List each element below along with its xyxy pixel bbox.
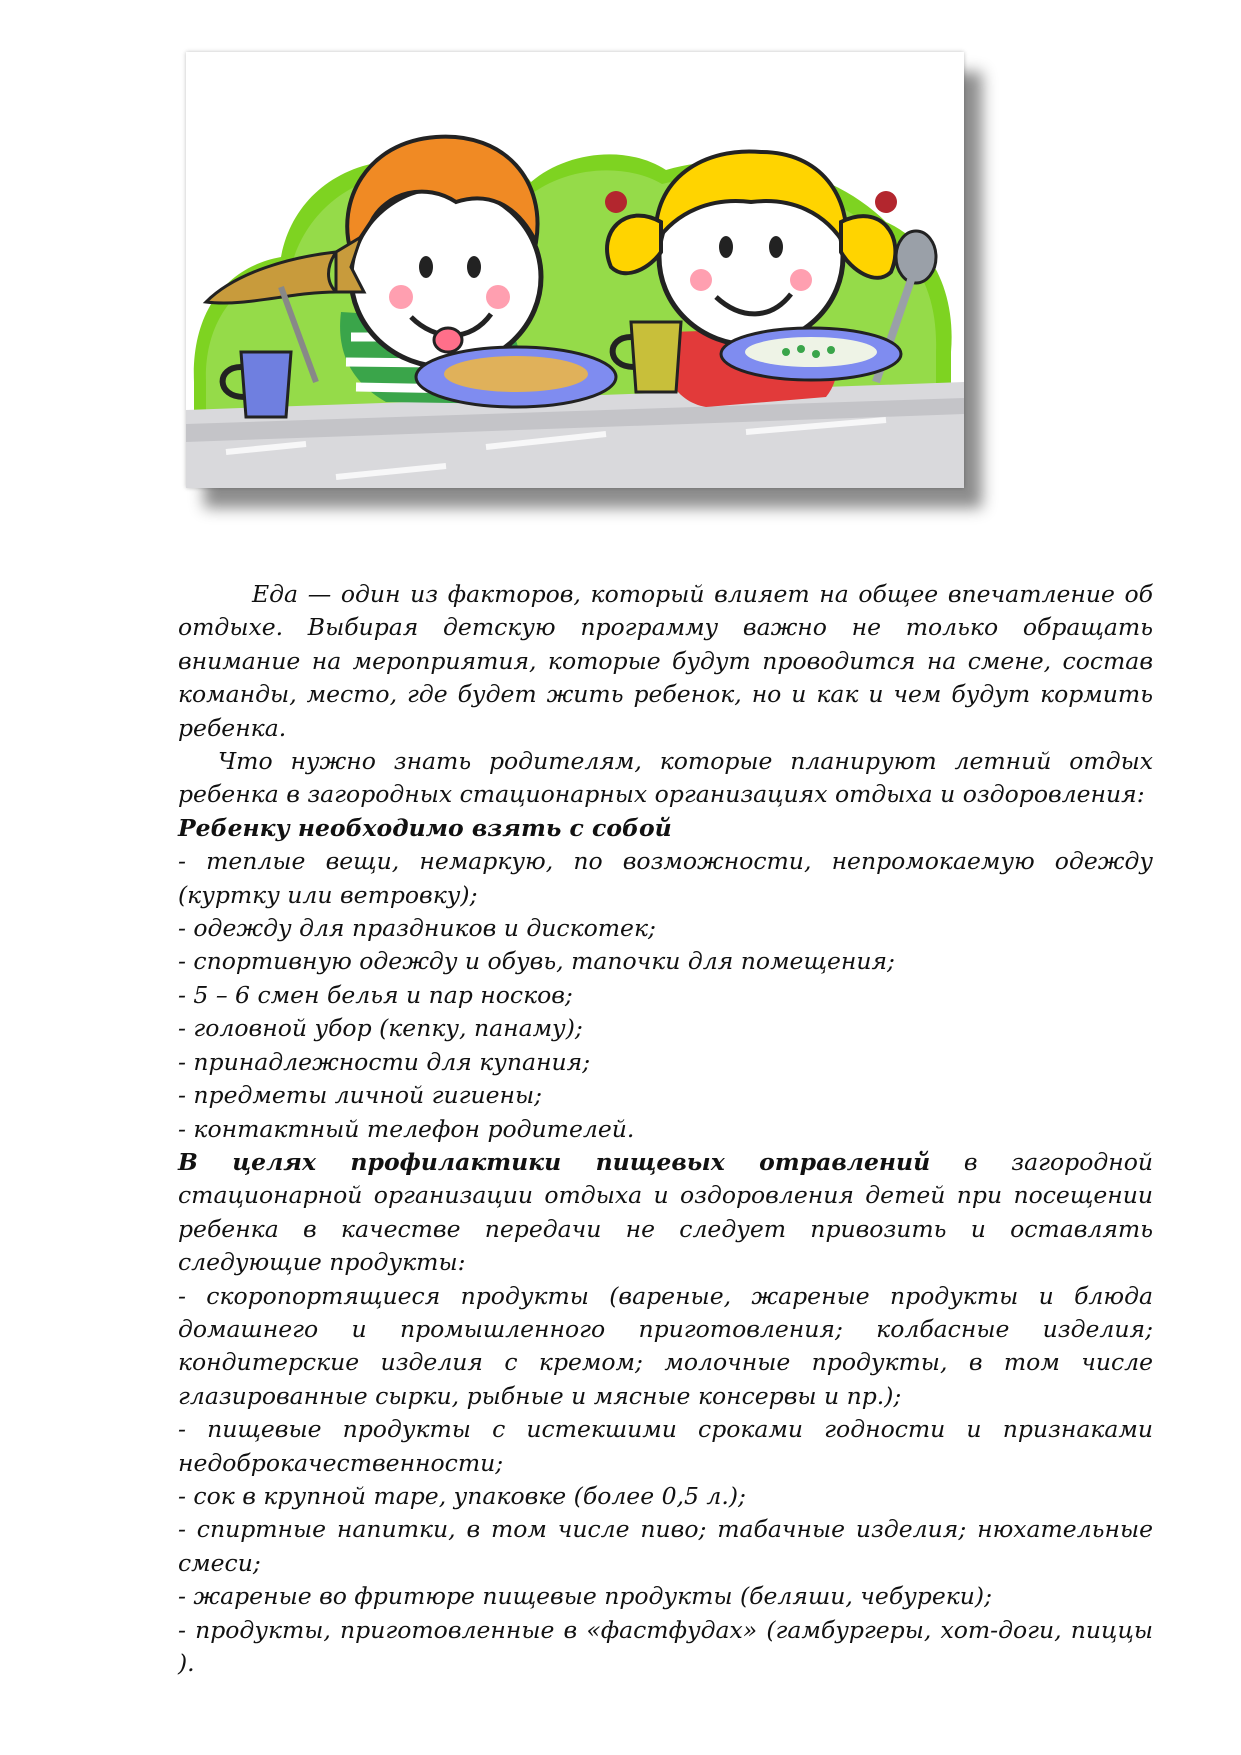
- prohibited-list: [178, 1280, 1153, 1681]
- intro-paragraph-1: Еда — один из факторов, который влияет на общее впечатление об отдыхе. Выбирая детскую программу важно не только обращать внимание на мероприятия, которые будут проводится на смене, состав команды, место, где будет жить ребенок, но и как и чем будут кормить ребенка.: [178, 580, 1153, 742]
- prevention-text: в загородной стационарной организации отдыха и оздоровления детей при посещении ребенка в качестве передачи не следует привозить и оставлять следующие продукты:: [178, 1147, 1153, 1277]
- list-item: - одежду для праздников и дискотек;: [178, 914, 656, 943]
- list-item: - 5 – 6 смен белья и пар носков;: [178, 980, 573, 1009]
- children-eating-illustration: [186, 52, 964, 488]
- list-item: - спортивную одежду и обувь, тапочки для помещения;: [178, 947, 895, 976]
- take-with-heading: Ребенку необходимо взять с собой: [178, 813, 672, 842]
- list-item: - принадлежности для купания;: [178, 1047, 591, 1076]
- list-item: - продукты, приготовленные в «фастфудах» (гамбургеры, хот-доги, пиццы ).: [178, 1615, 1153, 1677]
- list-item: - теплые вещи, немаркую, по возможности, непромокаемую одежду (куртку или ветровку);: [178, 847, 1153, 909]
- prevention-heading: В целях профилактики пищевых отравлений: [178, 1147, 931, 1176]
- list-item: - головной убор (кепку, панаму);: [178, 1014, 583, 1043]
- list-item: - предметы личной гигиены;: [178, 1081, 543, 1110]
- list-item: - контактный телефон родителей.: [178, 1114, 635, 1143]
- list-item: - спиртные напитки, в том числе пиво; табачные изделия; нюхательные смеси;: [178, 1515, 1153, 1577]
- children-eating-icon: [186, 52, 964, 488]
- list-item: - скоропортящиеся продукты (вареные, жареные продукты и блюда домашнего и промышленного приготовления; колбасные изделия; кондитерские изделия с кремом; молочные продукты, в том числе глазированные сырки, рыбные и мясные консервы и пр.);: [178, 1281, 1153, 1410]
- article-text: [178, 578, 1153, 1680]
- list-item: - жареные во фритюре пищевые продукты (беляши, чебуреки);: [178, 1582, 992, 1611]
- list-item: - сок в крупной таре, упаковке (более 0,5 л.);: [178, 1481, 746, 1510]
- prevention-paragraph: [178, 1146, 1153, 1280]
- intro-paragraph-2: Что нужно знать родителям, которые планируют летний отдых ребенка в загородных стационарных организациях отдыха и оздоровления:: [178, 747, 1153, 809]
- take-with-list: [178, 845, 1153, 1146]
- list-item: - пищевые продукты с истекшими сроками годности и признаками недоброкачественности;: [178, 1415, 1153, 1477]
